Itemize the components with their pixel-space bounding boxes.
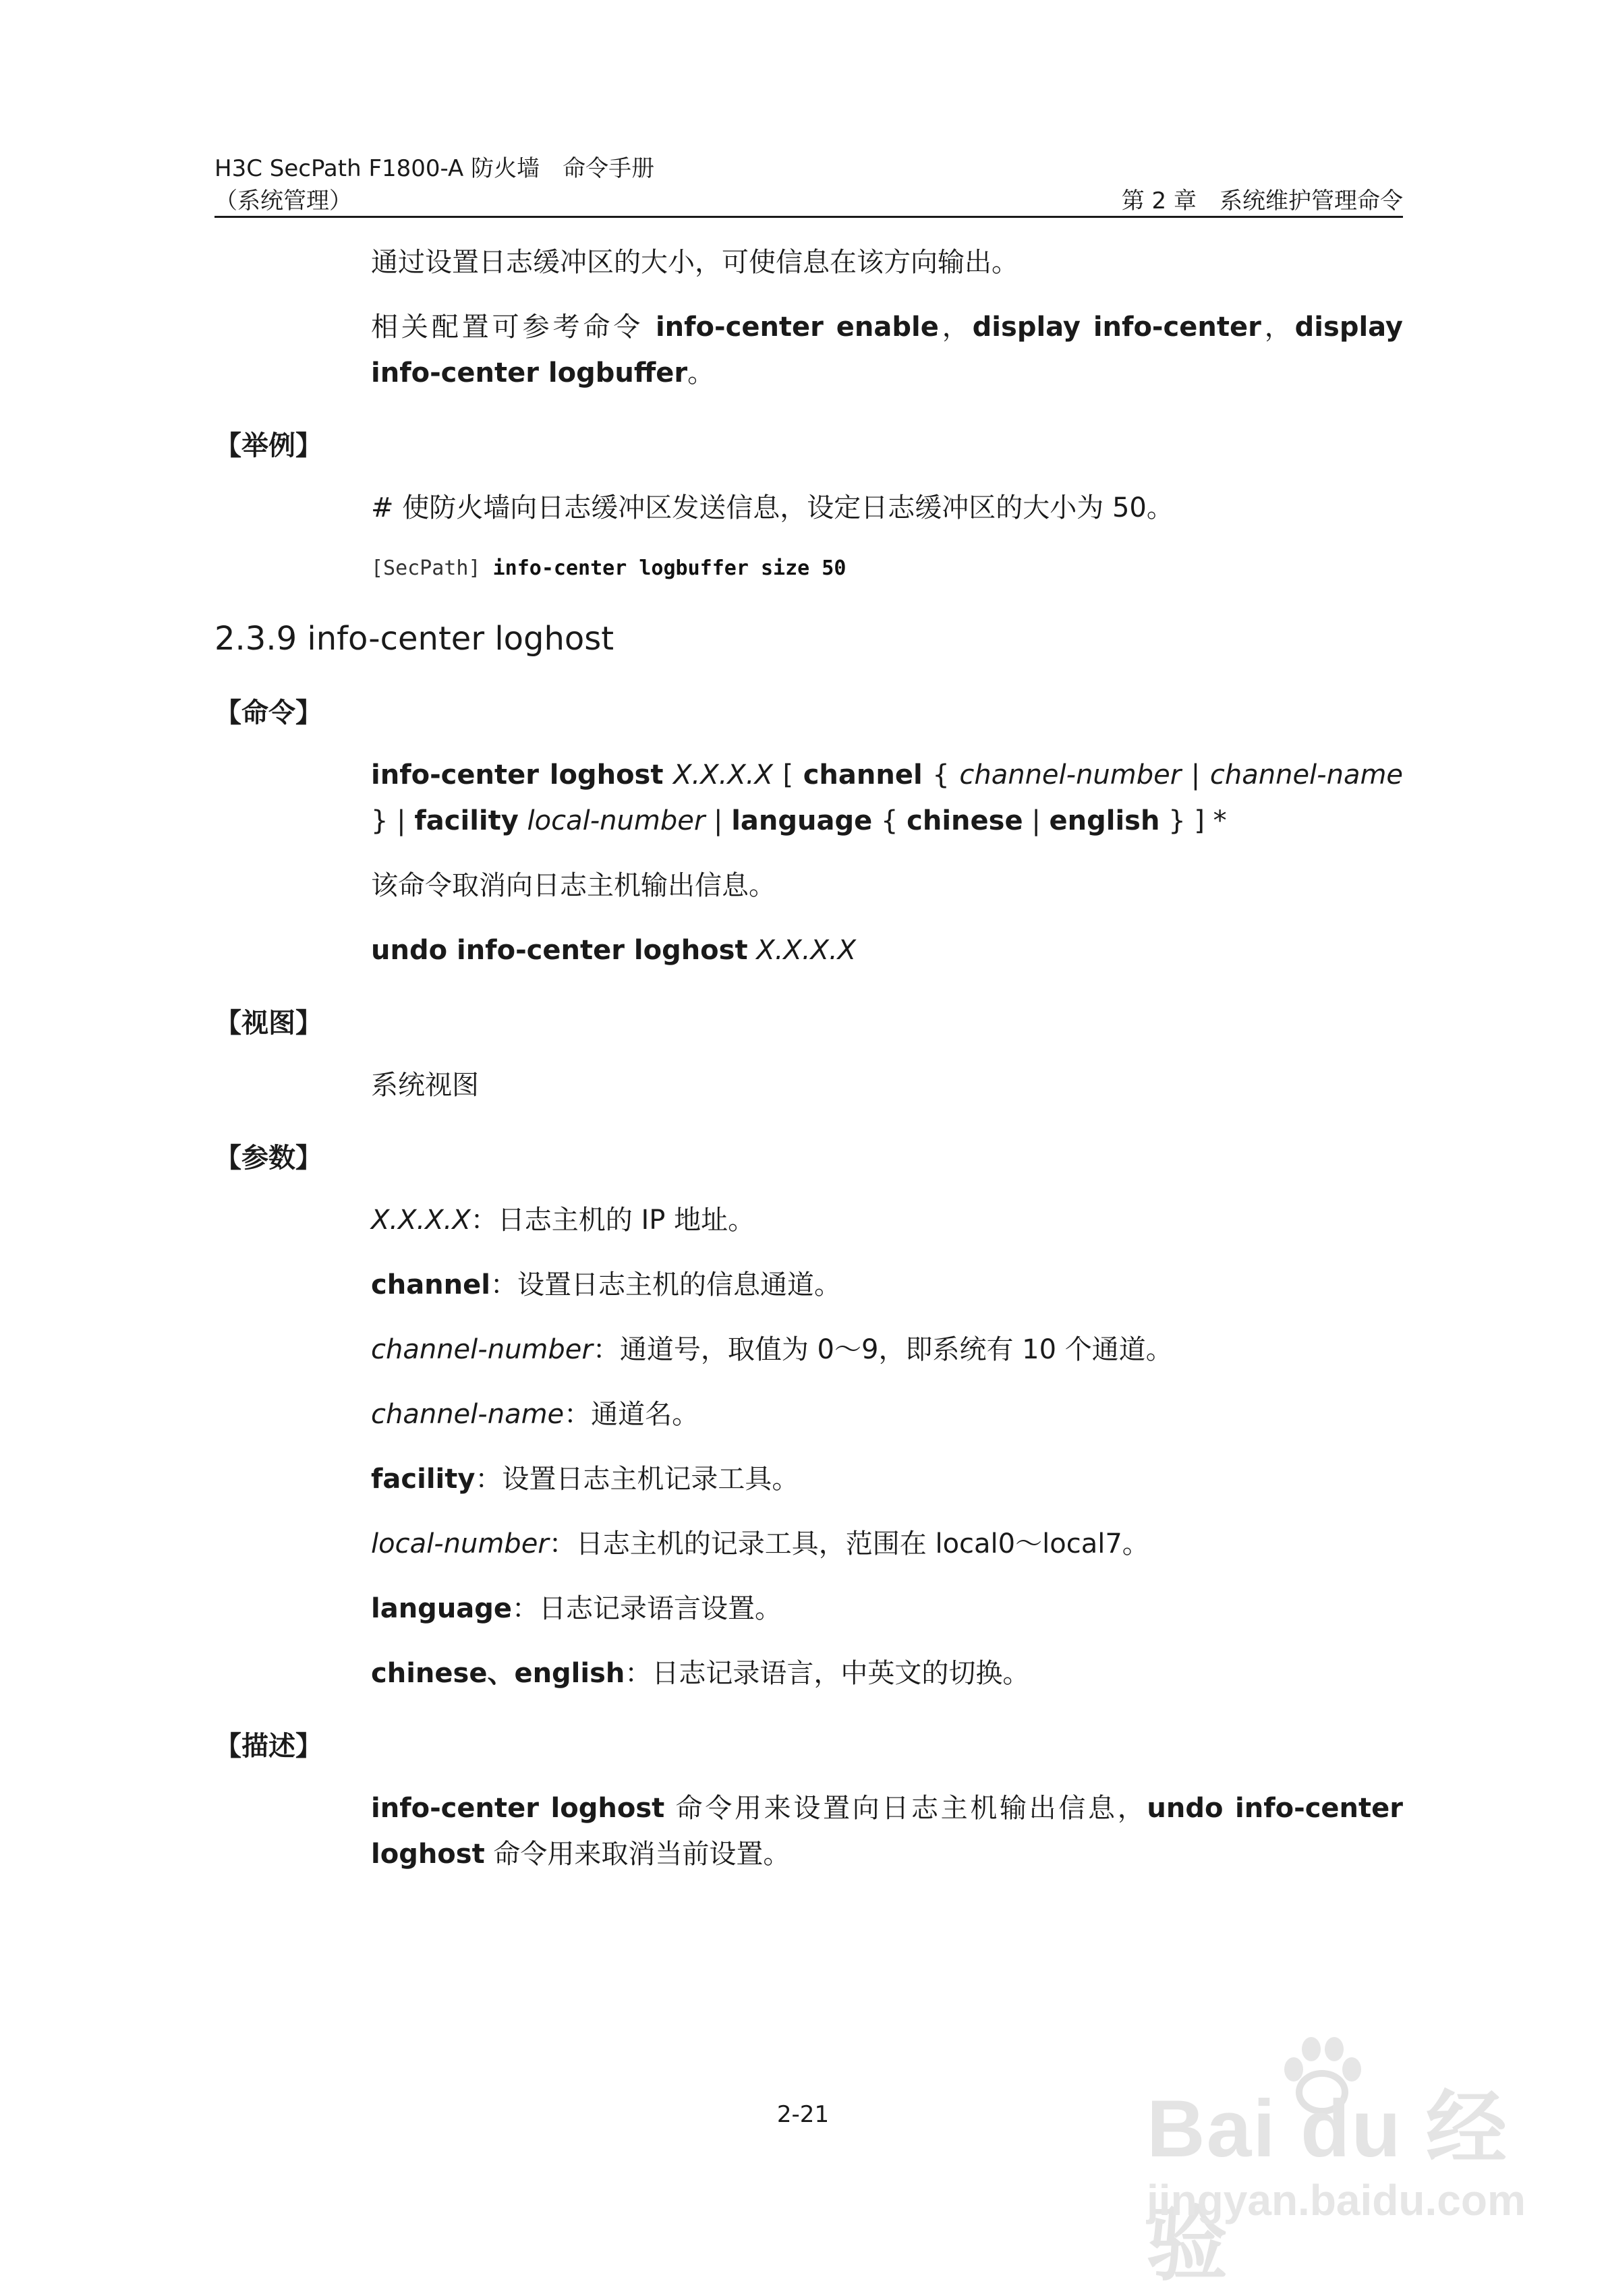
param-term: chinese、english	[371, 1658, 625, 1689]
syntax-token: channel-number	[959, 759, 1182, 791]
description-title: 【描述】	[214, 1731, 322, 1762]
syntax-token: |	[1031, 805, 1041, 836]
header-title: H3C SecPath F1800-A 防火墙 命令手册	[214, 155, 655, 182]
related-end: 。	[687, 357, 715, 389]
desc-mid: 命令用来设置向日志主机输出信息，	[664, 1793, 1147, 1824]
command-block	[371, 752, 1403, 973]
watermark-logo: Bai du 经验	[1147, 2084, 1509, 2290]
param-term: channel-number	[371, 1334, 593, 1365]
code-prompt: [SecPath]	[371, 556, 481, 580]
related-cmd-display: display info-center	[972, 312, 1261, 343]
syntax-token: {	[932, 759, 950, 791]
syntax-token: facility	[414, 805, 519, 836]
param-item	[371, 1651, 1403, 1696]
related-sep: ，	[938, 312, 973, 343]
section-heading: 2.3.9 info-center loghost	[214, 620, 614, 658]
param-desc: ：日志记录语言，中英文的切换。	[625, 1658, 1030, 1689]
related-cmd-enable: info-center enable	[655, 312, 939, 343]
header-chapter: 第 2 章 系统维护管理命令	[1121, 188, 1403, 214]
page-number: 2-21	[776, 2101, 830, 2128]
syntax-token: } ] *	[1168, 805, 1227, 836]
example-code	[371, 550, 1403, 587]
params-list	[371, 1197, 1403, 1696]
undo-syntax	[371, 927, 1403, 973]
baidu-watermark	[1120, 2030, 1526, 2290]
param-item	[371, 1262, 1403, 1308]
syntax-token: [	[782, 759, 794, 791]
intro-paragraph: 通过设置日志缓冲区的大小，可使信息在该方向输出。	[371, 247, 1019, 278]
syntax-token: language	[731, 805, 873, 836]
header-divider	[214, 216, 1403, 218]
example-block	[371, 485, 1403, 587]
param-desc: ：日志记录语言设置。	[512, 1593, 782, 1624]
param-term: X.X.X.X	[371, 1205, 471, 1236]
param-term: channel	[371, 1269, 490, 1300]
related-commands-paragraph	[371, 304, 1403, 396]
undo-command: undo info-center loghost	[371, 935, 748, 966]
related-prefix: 相关配置可参考命令	[371, 312, 656, 343]
param-item	[371, 1456, 1403, 1502]
example-desc: # 使防火墙向日志缓冲区发送信息，设定日志缓冲区的大小为 50。	[371, 492, 1174, 523]
view-title: 【视图】	[214, 1008, 322, 1039]
param-desc: ：日志主机的 IP 地址。	[470, 1205, 755, 1236]
code-command: info-center logbuffer size 50	[492, 556, 847, 580]
syntax-token: |	[714, 805, 723, 836]
syntax-token: channel-name	[1209, 759, 1404, 791]
param-term: local-number	[371, 1528, 549, 1559]
syntax-token: |	[1191, 759, 1201, 791]
example-title: 【举例】	[214, 430, 322, 461]
param-item	[371, 1197, 1403, 1243]
syntax-token: local-number	[527, 805, 706, 836]
related-cmd-display-logbuffer: display info-center logbuffer	[371, 312, 1404, 389]
syntax-token: }	[371, 805, 389, 836]
description-block	[371, 1785, 1403, 1877]
syntax-token: |	[397, 805, 406, 836]
header-line2	[214, 185, 1403, 217]
view-block	[371, 1062, 1403, 1108]
syntax-token: chinese	[907, 805, 1023, 836]
param-desc: ：设置日志主机的信息通道。	[490, 1269, 841, 1300]
description-text	[371, 1785, 1403, 1877]
intro-block	[371, 239, 1403, 396]
desc-undo-cmd: undo info-center loghost	[371, 1793, 1404, 1870]
view-text: 系统视图	[371, 1070, 479, 1101]
param-item	[371, 1327, 1403, 1373]
syntax-token: english	[1049, 805, 1160, 836]
param-desc: ：日志主机的记录工具，范围在 local0～local7。	[548, 1528, 1149, 1559]
document-body	[214, 239, 1403, 1877]
param-item	[371, 1586, 1403, 1632]
param-desc: ：通道号，取值为 0～9，即系统有 10 个通道。	[592, 1334, 1173, 1365]
param-term: language	[371, 1593, 513, 1624]
param-desc: ：设置日志主机记录工具。	[475, 1464, 799, 1495]
syntax-token: channel	[803, 759, 923, 791]
watermark-url: jingyan.baidu.com	[1147, 2176, 1526, 2225]
page-header	[214, 152, 1403, 217]
params-title: 【参数】	[214, 1143, 322, 1174]
param-item	[371, 1521, 1403, 1567]
syntax-token: info-center loghost	[371, 759, 664, 791]
syntax-token: X.X.X.X	[673, 759, 773, 791]
undo-arg: X.X.X.X	[756, 935, 857, 966]
related-sep: ，	[1261, 312, 1295, 343]
param-desc: ：通道名。	[564, 1399, 699, 1430]
undo-desc: 该命令取消向日志主机输出信息。	[371, 870, 776, 901]
param-term: facility	[371, 1464, 476, 1495]
desc-cmd: info-center loghost	[371, 1793, 665, 1824]
header-subtitle: （系统管理）	[214, 188, 352, 214]
command-syntax	[371, 752, 1403, 844]
command-title: 【命令】	[214, 697, 322, 728]
desc-end: 命令用来取消当前设置。	[484, 1839, 791, 1870]
syntax-token: {	[880, 805, 898, 836]
param-item	[371, 1391, 1403, 1437]
param-term: channel-name	[371, 1399, 565, 1430]
